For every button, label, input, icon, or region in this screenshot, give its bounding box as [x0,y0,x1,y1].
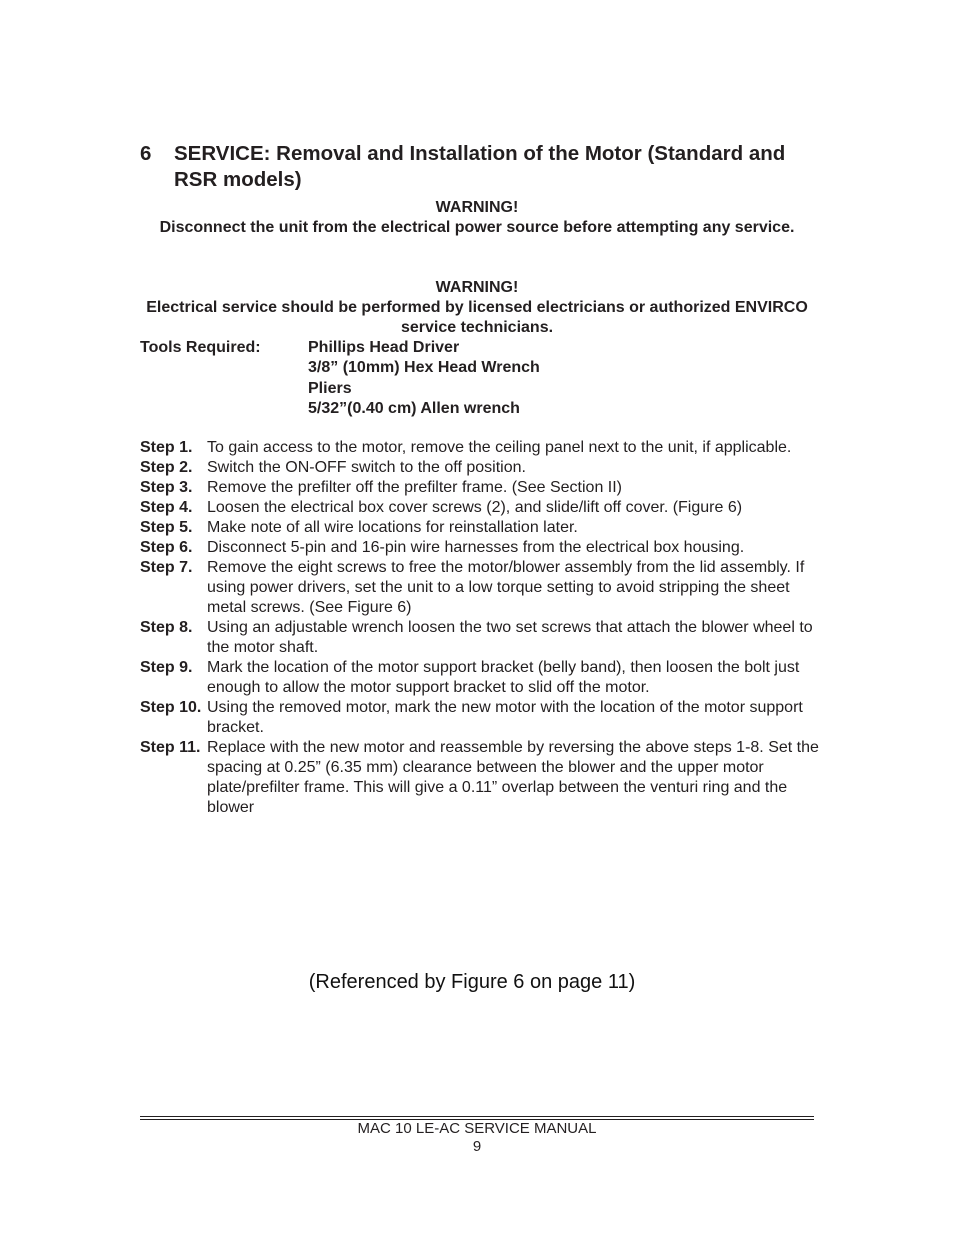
step-text: Loosen the electrical box cover screws (2), and slide/lift off cover. (Figure 6) [207,499,743,516]
step-text: Disconnect 5-pin and 16-pin wire harnesses from the electrical box housing. [207,539,745,556]
step-item [140,658,820,698]
section-title: SERVICE: Removal and Installation of the Motor (Standard and RSR models) [174,142,786,191]
procedure-steps [140,438,820,818]
footer-manual-title: MAC 10 LE-AC SERVICE MANUAL [357,1120,597,1137]
warning-text: Disconnect the unit from the electrical power source before attempting any service. [159,219,795,236]
step-label: Step 2. [140,459,193,476]
step-text: Remove the eight screws to free the motor/blower assembly from the lid assembly. If using power drivers, set the unit to a low torque setting to avoid stripping the sheet metal screws. (See Figure 6) [207,559,805,616]
step-label: Step 6. [140,539,193,556]
step-item [140,538,820,558]
step-text: Using the removed motor, mark the new motor with the location of the motor support bracket. [207,699,803,736]
step-text: Using an adjustable wrench loosen the two set screws that attach the blower wheel to the motor shaft. [207,619,813,656]
footer-page-number: 9 [472,1138,482,1155]
step-item [140,498,820,518]
step-text: Replace with the new motor and reassemble by reversing the above steps 1-8. Set the spacing at 0.25” (6.35 mm) clearance between the blower and the upper motor plate/prefilter frame. This will give a 0.11” overlap between the venturi ring and the blower [207,739,819,816]
warning-title: WARNING! [435,199,519,216]
warning-block-electrician [140,278,814,338]
step-label: Step 10. [140,699,202,716]
tools-list [308,338,540,419]
tool-item: Pliers [308,379,352,397]
step-label: Step 11. [140,739,201,756]
step-item [140,478,820,498]
step-text: Switch the ON-OFF switch to the off position. [207,459,526,476]
step-label: Step 7. [140,559,193,576]
step-item [140,518,820,538]
step-label: Step 9. [140,659,193,676]
step-text: Mark the location of the motor support bracket (belly band), then loosen the bolt just enough to allow the motor support bracket to slid off the motor. [207,659,800,696]
footer-rule-top [140,1116,814,1117]
step-item [140,558,820,618]
step-label: Step 8. [140,619,193,636]
step-text: Make note of all wire locations for reinstallation later. [207,519,578,536]
step-label: Step 5. [140,519,193,536]
step-text: To gain access to the motor, remove the ceiling panel next to the unit, if applicable. [207,439,792,456]
warning-title: WARNING! [435,279,519,296]
warning-text: Electrical service should be performed by licensed electricians or authorized ENVIRCO service technicians. [146,299,808,336]
step-label: Step 1. [140,439,193,456]
tools-label: Tools Required: [140,339,261,356]
tool-item: Phillips Head Driver [308,339,460,356]
tool-item: 5/32”(0.40 cm) Allen wrench [308,399,520,417]
step-item [140,738,820,818]
section-heading [140,141,820,193]
section-number: 6 [140,142,152,165]
step-text: Remove the prefilter off the prefilter frame. (See Section II) [207,479,622,496]
step-item [140,618,820,658]
tool-item: 3/8” (10mm) Hex Head Wrench [308,359,540,377]
step-label: Step 4. [140,499,193,516]
step-item [140,698,820,738]
step-item [140,438,820,458]
warning-block-power [140,198,814,238]
step-item [140,458,820,478]
figure-reference-note: (Referenced by Figure 6 on page 11) [308,971,636,993]
step-label: Step 3. [140,479,193,496]
